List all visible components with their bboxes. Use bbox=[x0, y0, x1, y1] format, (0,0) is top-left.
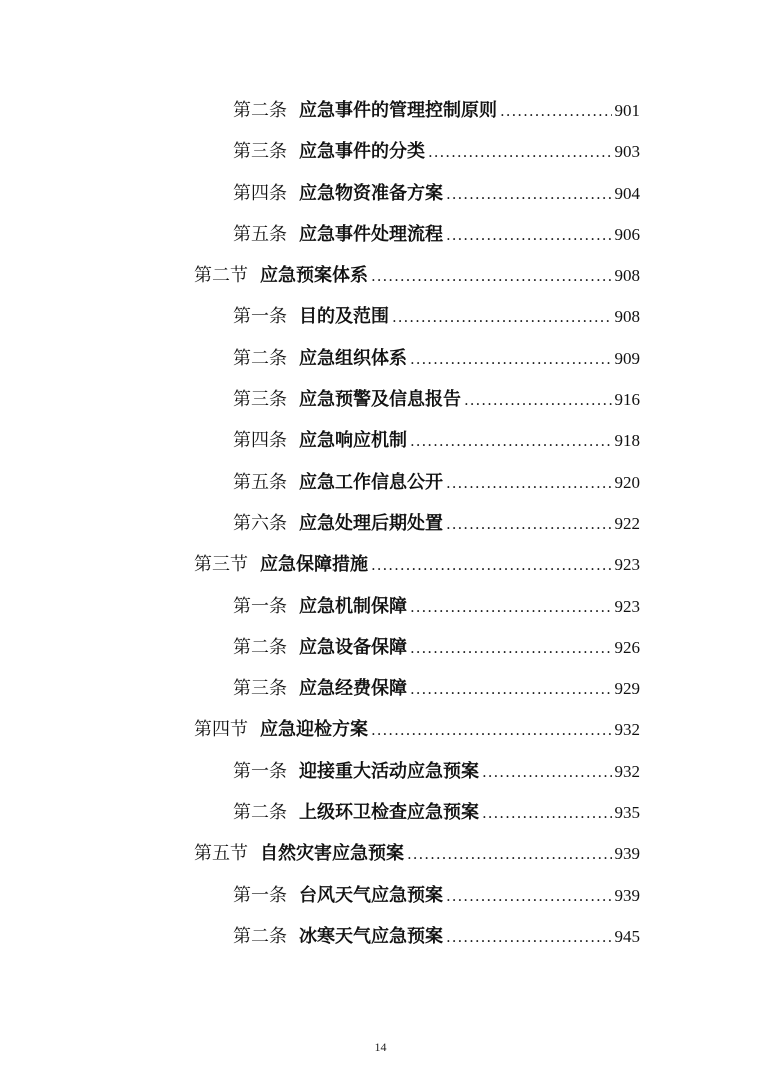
toc-entry[interactable] bbox=[0, 792, 761, 833]
toc-entry-title: 应急预警及信息报告 bbox=[299, 389, 461, 411]
toc-entry-title: 上级环卫检查应急预案 bbox=[299, 802, 479, 824]
toc-section-number: 第五节 bbox=[194, 843, 248, 865]
toc-entry-title: 应急事件处理流程 bbox=[299, 223, 443, 245]
toc-section-page: 939 bbox=[614, 844, 640, 864]
toc-entry-title: 应急事件的管理控制原则 bbox=[299, 100, 497, 121]
dot-leader bbox=[446, 504, 612, 545]
toc-entry-title: 应急组织体系 bbox=[299, 347, 407, 369]
toc-entry[interactable] bbox=[0, 627, 761, 668]
toc-entry[interactable] bbox=[0, 420, 761, 461]
toc-entry-page: 901 bbox=[614, 101, 640, 120]
toc-entry-page: 920 bbox=[614, 472, 640, 492]
toc-section[interactable] bbox=[0, 544, 761, 585]
toc-entry-page: 908 bbox=[614, 307, 640, 327]
toc-entry-number: 第一条 bbox=[233, 595, 287, 617]
toc-entry-page: 926 bbox=[614, 637, 640, 657]
dot-leader bbox=[371, 256, 612, 297]
toc-entry[interactable] bbox=[0, 751, 761, 792]
toc-entry-title: 应急经费保障 bbox=[299, 678, 407, 700]
toc-entry-page: 918 bbox=[614, 431, 640, 451]
toc-entry[interactable] bbox=[0, 503, 761, 544]
toc-entry-number: 第一条 bbox=[233, 306, 287, 328]
dot-leader bbox=[410, 421, 612, 462]
toc-entry-number: 第一条 bbox=[233, 884, 287, 906]
toc-section-title: 应急迎检方案 bbox=[260, 719, 368, 741]
toc-entry[interactable] bbox=[0, 668, 761, 709]
toc-entry[interactable] bbox=[0, 379, 761, 420]
toc-section[interactable] bbox=[0, 833, 761, 874]
toc-entry-title: 应急设备保障 bbox=[299, 636, 407, 658]
dot-leader bbox=[482, 793, 612, 834]
table-of-contents bbox=[0, 90, 761, 957]
toc-section-number: 第二节 bbox=[194, 265, 248, 287]
toc-entry-title: 冰寒天气应急预案 bbox=[299, 925, 443, 947]
toc-section-page: 923 bbox=[614, 555, 640, 575]
toc-entry-page: 929 bbox=[614, 679, 640, 699]
toc-entry-title: 迎接重大活动应急预案 bbox=[299, 760, 479, 782]
dot-leader bbox=[500, 91, 612, 132]
toc-entry-number: 第五条 bbox=[233, 223, 287, 245]
toc-entry-page: 909 bbox=[614, 348, 640, 368]
toc-entry[interactable] bbox=[0, 338, 761, 379]
page-number: 14 bbox=[374, 1040, 387, 1054]
toc-entry[interactable] bbox=[0, 462, 761, 503]
toc-entry-page: 945 bbox=[614, 926, 640, 946]
toc-entry[interactable] bbox=[0, 214, 761, 255]
dot-leader bbox=[410, 587, 612, 628]
toc-entry-title: 应急机制保障 bbox=[299, 595, 407, 617]
toc-entry-number: 第四条 bbox=[233, 430, 287, 452]
toc-section[interactable] bbox=[0, 255, 761, 296]
toc-entry-number: 第六条 bbox=[233, 512, 287, 534]
dot-leader bbox=[446, 463, 612, 504]
dot-leader bbox=[410, 628, 612, 669]
toc-entry-page: 922 bbox=[614, 513, 640, 533]
toc-entry-page: 916 bbox=[614, 390, 640, 410]
dot-leader bbox=[410, 669, 612, 710]
toc-entry-title: 台风天气应急预案 bbox=[299, 884, 443, 906]
toc-entry-title: 应急处理后期处置 bbox=[299, 512, 443, 534]
toc-section-title: 自然灾害应急预案 bbox=[260, 843, 404, 865]
toc-entry-number: 第二条 bbox=[233, 802, 287, 824]
toc-entry-page: 904 bbox=[614, 183, 640, 203]
toc-entry[interactable] bbox=[0, 875, 761, 916]
toc-entry[interactable] bbox=[0, 131, 761, 172]
dot-leader bbox=[464, 380, 612, 421]
toc-entry-title: 应急响应机制 bbox=[299, 430, 407, 452]
toc-entry-number: 第一条 bbox=[233, 760, 287, 782]
toc-entry-number: 第三条 bbox=[233, 141, 287, 163]
toc-section-page: 932 bbox=[614, 720, 640, 740]
toc-section-number: 第四节 bbox=[194, 719, 248, 741]
dot-leader bbox=[482, 752, 612, 793]
toc-section-number: 第三节 bbox=[194, 554, 248, 576]
dot-leader bbox=[410, 339, 612, 380]
dot-leader bbox=[446, 917, 612, 958]
toc-entry-number: 第二条 bbox=[233, 100, 287, 121]
toc-entry[interactable] bbox=[0, 90, 761, 131]
toc-entry-number: 第二条 bbox=[233, 636, 287, 658]
dot-leader bbox=[428, 132, 612, 173]
toc-entry-page: 903 bbox=[614, 142, 640, 162]
toc-entry-number: 第三条 bbox=[233, 678, 287, 700]
dot-leader bbox=[371, 710, 612, 751]
toc-section-title: 应急预案体系 bbox=[260, 265, 368, 287]
toc-entry-title: 应急事件的分类 bbox=[299, 141, 425, 163]
toc-entry-number: 第二条 bbox=[233, 925, 287, 947]
toc-entry-title: 目的及范围 bbox=[299, 306, 389, 328]
toc-section-title: 应急保障措施 bbox=[260, 554, 368, 576]
dot-leader bbox=[371, 545, 612, 586]
dot-leader bbox=[446, 876, 612, 917]
toc-entry-page: 923 bbox=[614, 596, 640, 616]
toc-entry[interactable] bbox=[0, 173, 761, 214]
toc-section[interactable] bbox=[0, 709, 761, 750]
toc-section-page: 908 bbox=[614, 266, 640, 286]
toc-entry-page: 935 bbox=[614, 803, 640, 823]
toc-entry-title: 应急物资准备方案 bbox=[299, 182, 443, 204]
dot-leader bbox=[407, 834, 612, 875]
toc-entry-title: 应急工作信息公开 bbox=[299, 471, 443, 493]
toc-entry-page: 906 bbox=[614, 224, 640, 244]
toc-entry-number: 第二条 bbox=[233, 347, 287, 369]
toc-entry[interactable] bbox=[0, 916, 761, 957]
toc-entry-page: 932 bbox=[614, 761, 640, 781]
toc-entry[interactable] bbox=[0, 586, 761, 627]
toc-entry-page: 939 bbox=[614, 885, 640, 905]
toc-entry-number: 第四条 bbox=[233, 182, 287, 204]
toc-entry-number: 第三条 bbox=[233, 389, 287, 411]
dot-leader bbox=[392, 297, 612, 338]
toc-entry[interactable] bbox=[0, 296, 761, 337]
dot-leader bbox=[446, 215, 612, 256]
toc-entry-number: 第五条 bbox=[233, 471, 287, 493]
dot-leader bbox=[446, 174, 612, 215]
